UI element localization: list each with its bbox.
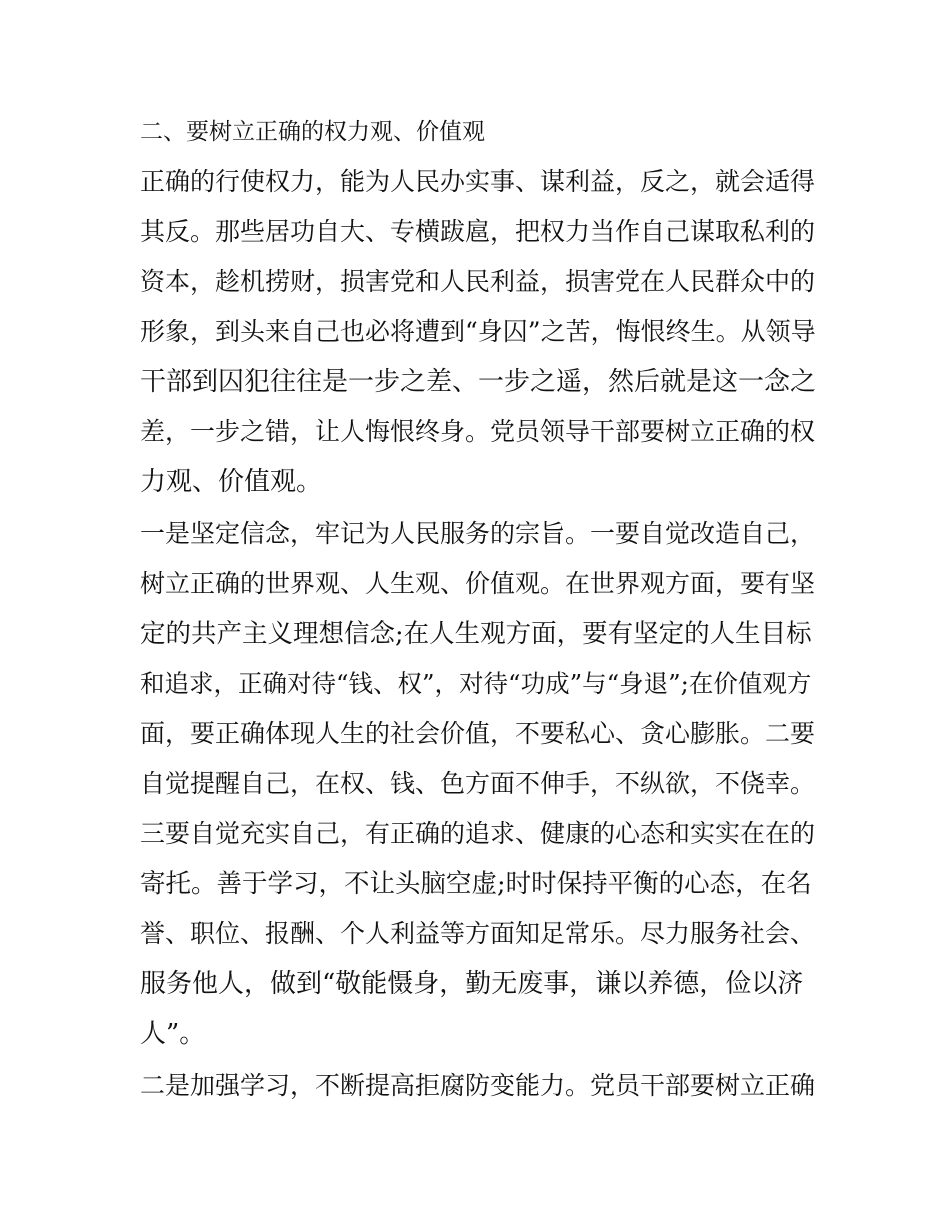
text-line: 干部到囚犯往往是一步之差、一步之遥，然后就是这一念之: [140, 367, 817, 397]
text-line: 寄托。善于学习，不让头脑空虚;时时保持平衡的心态，在名: [140, 869, 812, 899]
text-line: 形象，到头来自己也必将遭到“身囚”之苦，悔恨终生。从领导: [140, 317, 816, 346]
section-heading: 二、要树立正确的权力观、价值观: [140, 119, 485, 145]
text-line: 三要自觉充实自己，有正确的追求、健康的心态和实实在在的: [140, 819, 816, 848]
text-line: 树立正确的世界观、人生观、价值观。在世界观方面，要有坚: [140, 569, 816, 598]
text-line: 资本，趁机捞财，损害党和人民利益，损害党在人民群众中的: [140, 267, 816, 296]
text-line: 面，要正确体现人生的社会价值，不要私心、贪心膨胀。二要: [140, 719, 816, 748]
text-line: 差，一步之错，让人悔恨终身。党员领导干部要树立正确的权: [140, 417, 816, 446]
text-line: 和追求，正确对待“钱、权”，对待“功成”与“身退”;在价值观方: [140, 669, 812, 698]
text-line: 正确的行使权力，能为人民办实事、谋利益，反之，就会适得: [140, 167, 816, 196]
text-line: 人”。: [140, 1019, 206, 1049]
text-line: 服务他人，做到“敬能慑身，勤无废事，谦以养德，俭以济: [140, 969, 804, 999]
text-line: 誉、职位、报酬、个人利益等方面知足常乐。尽力服务社会、: [140, 919, 816, 948]
text-line: 其反。那些居功自大、专横跋扈，把权力当作自己谋取私利的: [140, 217, 816, 246]
text-line: 力观、价值观。: [140, 467, 323, 497]
text-line: 二是加强学习，不断提高拒腐防变能力。党员干部要树立正确: [140, 1071, 816, 1100]
text-line: 自觉提醒自己，在权、钱、色方面不伸手，不纵欲，不侥幸。: [140, 769, 816, 798]
text-line: 定的共产主义理想信念;在人生观方面，要有坚定的人生目标: [140, 619, 812, 649]
text-line: 一是坚定信念，牢记为人民服务的宗旨。一要自觉改造自己，: [140, 519, 816, 548]
